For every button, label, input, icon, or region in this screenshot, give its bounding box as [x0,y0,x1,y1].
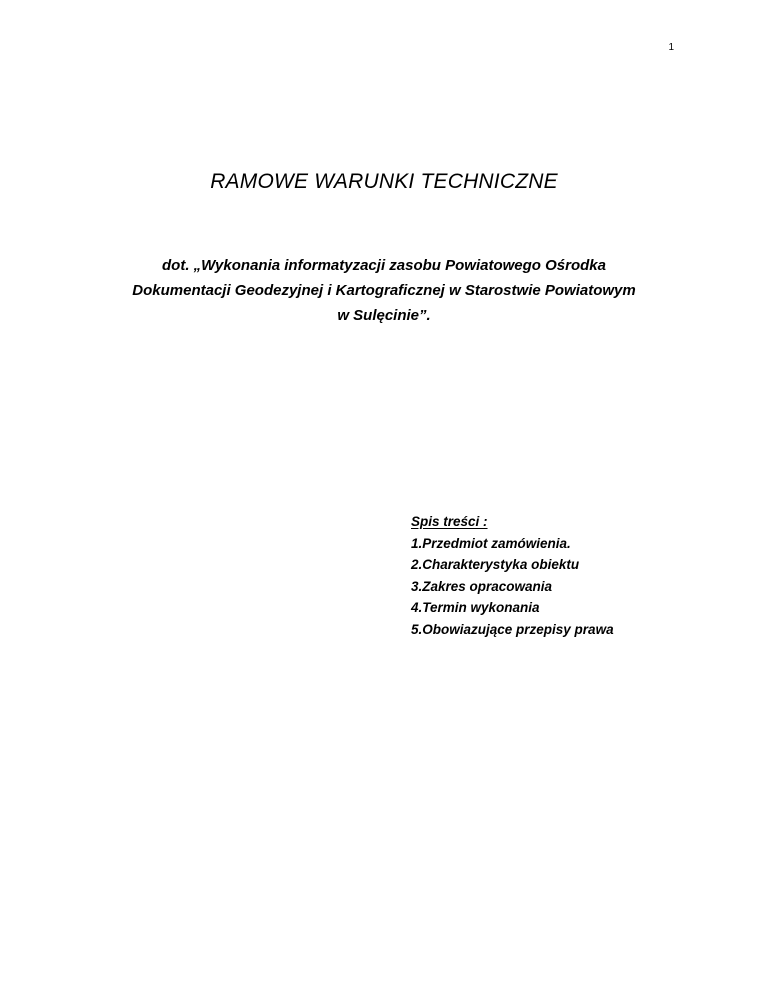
document-subject [60,253,708,328]
toc-list [411,533,731,641]
toc-item: 5.Obowiazujące przepisy prawa [411,621,614,637]
toc-item: 2.Charakterystyka obiektu [411,557,580,572]
subject-line: w Sulęcinie”. [337,307,431,324]
table-of-contents [411,511,731,640]
toc-item: 1.Przedmiot zamówienia. [411,535,571,551]
document-title: RAMOWE WARUNKI TECHNICZNE [210,170,558,193]
subject-line: Dokumentacji Geodezyjnej i Kartograficznej w Starostwie Powiatowym [132,282,636,299]
toc-item: 4.Termin wykonania [411,600,540,615]
page-number: 1 [668,42,674,53]
toc-heading: Spis treści : [411,514,488,529]
toc-item: 3.Zakres opracowania [411,578,553,594]
subject-line: dot. „Wykonania informatyzacji zasobu Powiatowego Ośrodka [162,257,606,274]
